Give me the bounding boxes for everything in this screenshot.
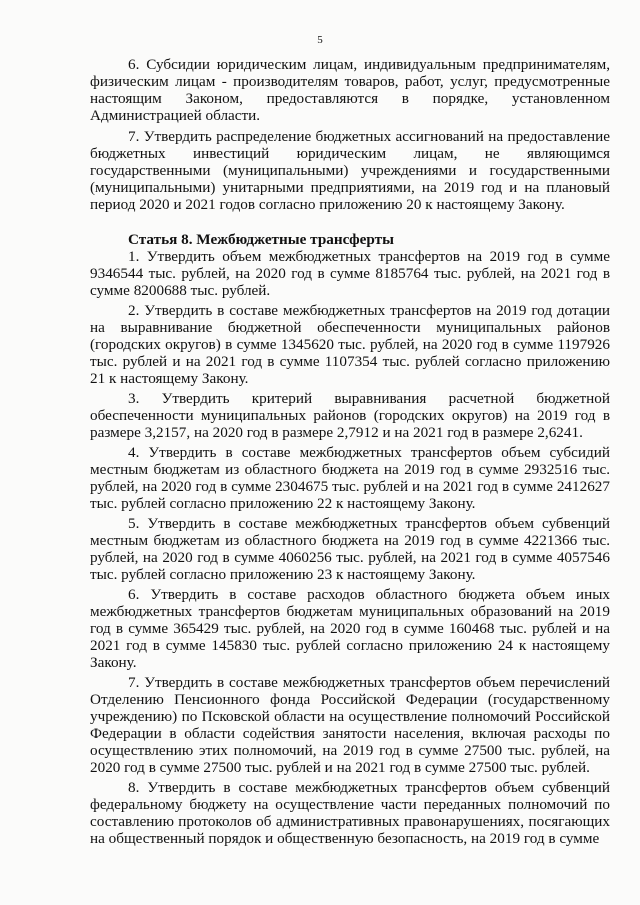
intro-paragraph-6: 6. Субсидии юридическим лицам, индивидуальным предпринимателям, физическим лицам - производителям товаров, работ, услуг, предусмотренные настоящим Законом, предоставляются в порядке, установленном Администрацией области. — [90, 56, 610, 124]
article-paragraph-1: 1. Утвердить объем межбюджетных трансфертов на 2019 год в сумме 9346544 тыс. рублей, на 2020 год в сумме 8185764 тыс. рублей, на 2021 год в сумме 8200688 тыс. рублей. — [90, 248, 610, 299]
article-paragraph-8: 8. Утвердить в составе межбюджетных трансфертов объем субвенций федеральному бюджету на осуществление части переданных полномочий по составлению протоколов об административных правонарушениях, посягающих на общественный порядок и общественную безопасность, на 2019 год в сумме — [90, 779, 610, 847]
article-paragraph-4: 4. Утвердить в составе межбюджетных трансфертов объем субсидий местным бюджетам из областного бюджета на 2019 год в сумме 2932516 тыс. рублей, на 2020 год в сумме 2304675 тыс. рублей и на 2021 год в сумме 2412627 тыс. рублей согласно приложению 22 к настоящему Закону. — [90, 444, 610, 512]
article-8-heading: Статья 8. Межбюджетные трансферты — [128, 231, 394, 248]
article-8-section — [90, 248, 610, 847]
article-paragraph-6: 6. Утвердить в составе расходов областного бюджета объем иных межбюджетных трансфертов бюджетам муниципальных образований на 2019 год в сумме 365429 тыс. рублей, на 2020 год в сумме 160468 тыс. рублей и на 2021 год в сумме 145830 тыс. рублей согласно приложению 24 к настоящему Закону. — [90, 586, 610, 671]
intro-paragraph-7: 7. Утвердить распределение бюджетных ассигнований на предоставление бюджетных инвестиций юридическим лицам, не являющимся государственными (муниципальными) учреждениями и государственными (муниципальными) унитарными предприятиями, на 2019 год и на плановый период 2020 и 2021 годов согласно приложению 20 к настоящему Закону. — [90, 128, 610, 213]
page-number: 5 — [317, 34, 323, 46]
document-body — [90, 56, 610, 850]
article-paragraph-2: 2. Утвердить в составе межбюджетных трансфертов на 2019 год дотации на выравнивание бюджетной обеспеченности муниципальных районов (городских округов) в сумме 1345620 тыс. рублей, на 2020 год в сумме 1197926 тыс. рублей и на 2021 год в сумме 1107354 тыс. рублей согласно приложению 21 к настоящему Закону. — [90, 302, 610, 387]
intro-section — [90, 56, 610, 213]
article-paragraph-5: 5. Утвердить в составе межбюджетных трансфертов объем субвенций местным бюджетам из областного бюджета на 2019 год в сумме 4221366 тыс. рублей, на 2020 год в сумме 4060256 тыс. рублей, на 2021 год в сумме 4057546 тыс. рублей согласно приложению 23 к настоящему Закону. — [90, 515, 610, 583]
article-paragraph-3: 3. Утвердить критерий выравнивания расчетной бюджетной обеспеченности муниципальных районов (городских округов) на 2019 год в размере 3,2157, на 2020 год в размере 2,7912 и на 2021 год в размере 2,6241. — [90, 390, 610, 441]
article-paragraph-7: 7. Утвердить в составе межбюджетных трансфертов объем перечислений Отделению Пенсионного фонда Российской Федерации (государственному учреждению) по Псковской области на осуществление полномочий Российской Федерации в области содействия занятости населения, включая расходы по осуществлению этих полномочий, на 2019 год в сумме 27500 тыс. рублей, на 2020 год в сумме 27500 тыс. рублей и на 2021 год в сумме 27500 тыс. рублей. — [90, 674, 610, 776]
